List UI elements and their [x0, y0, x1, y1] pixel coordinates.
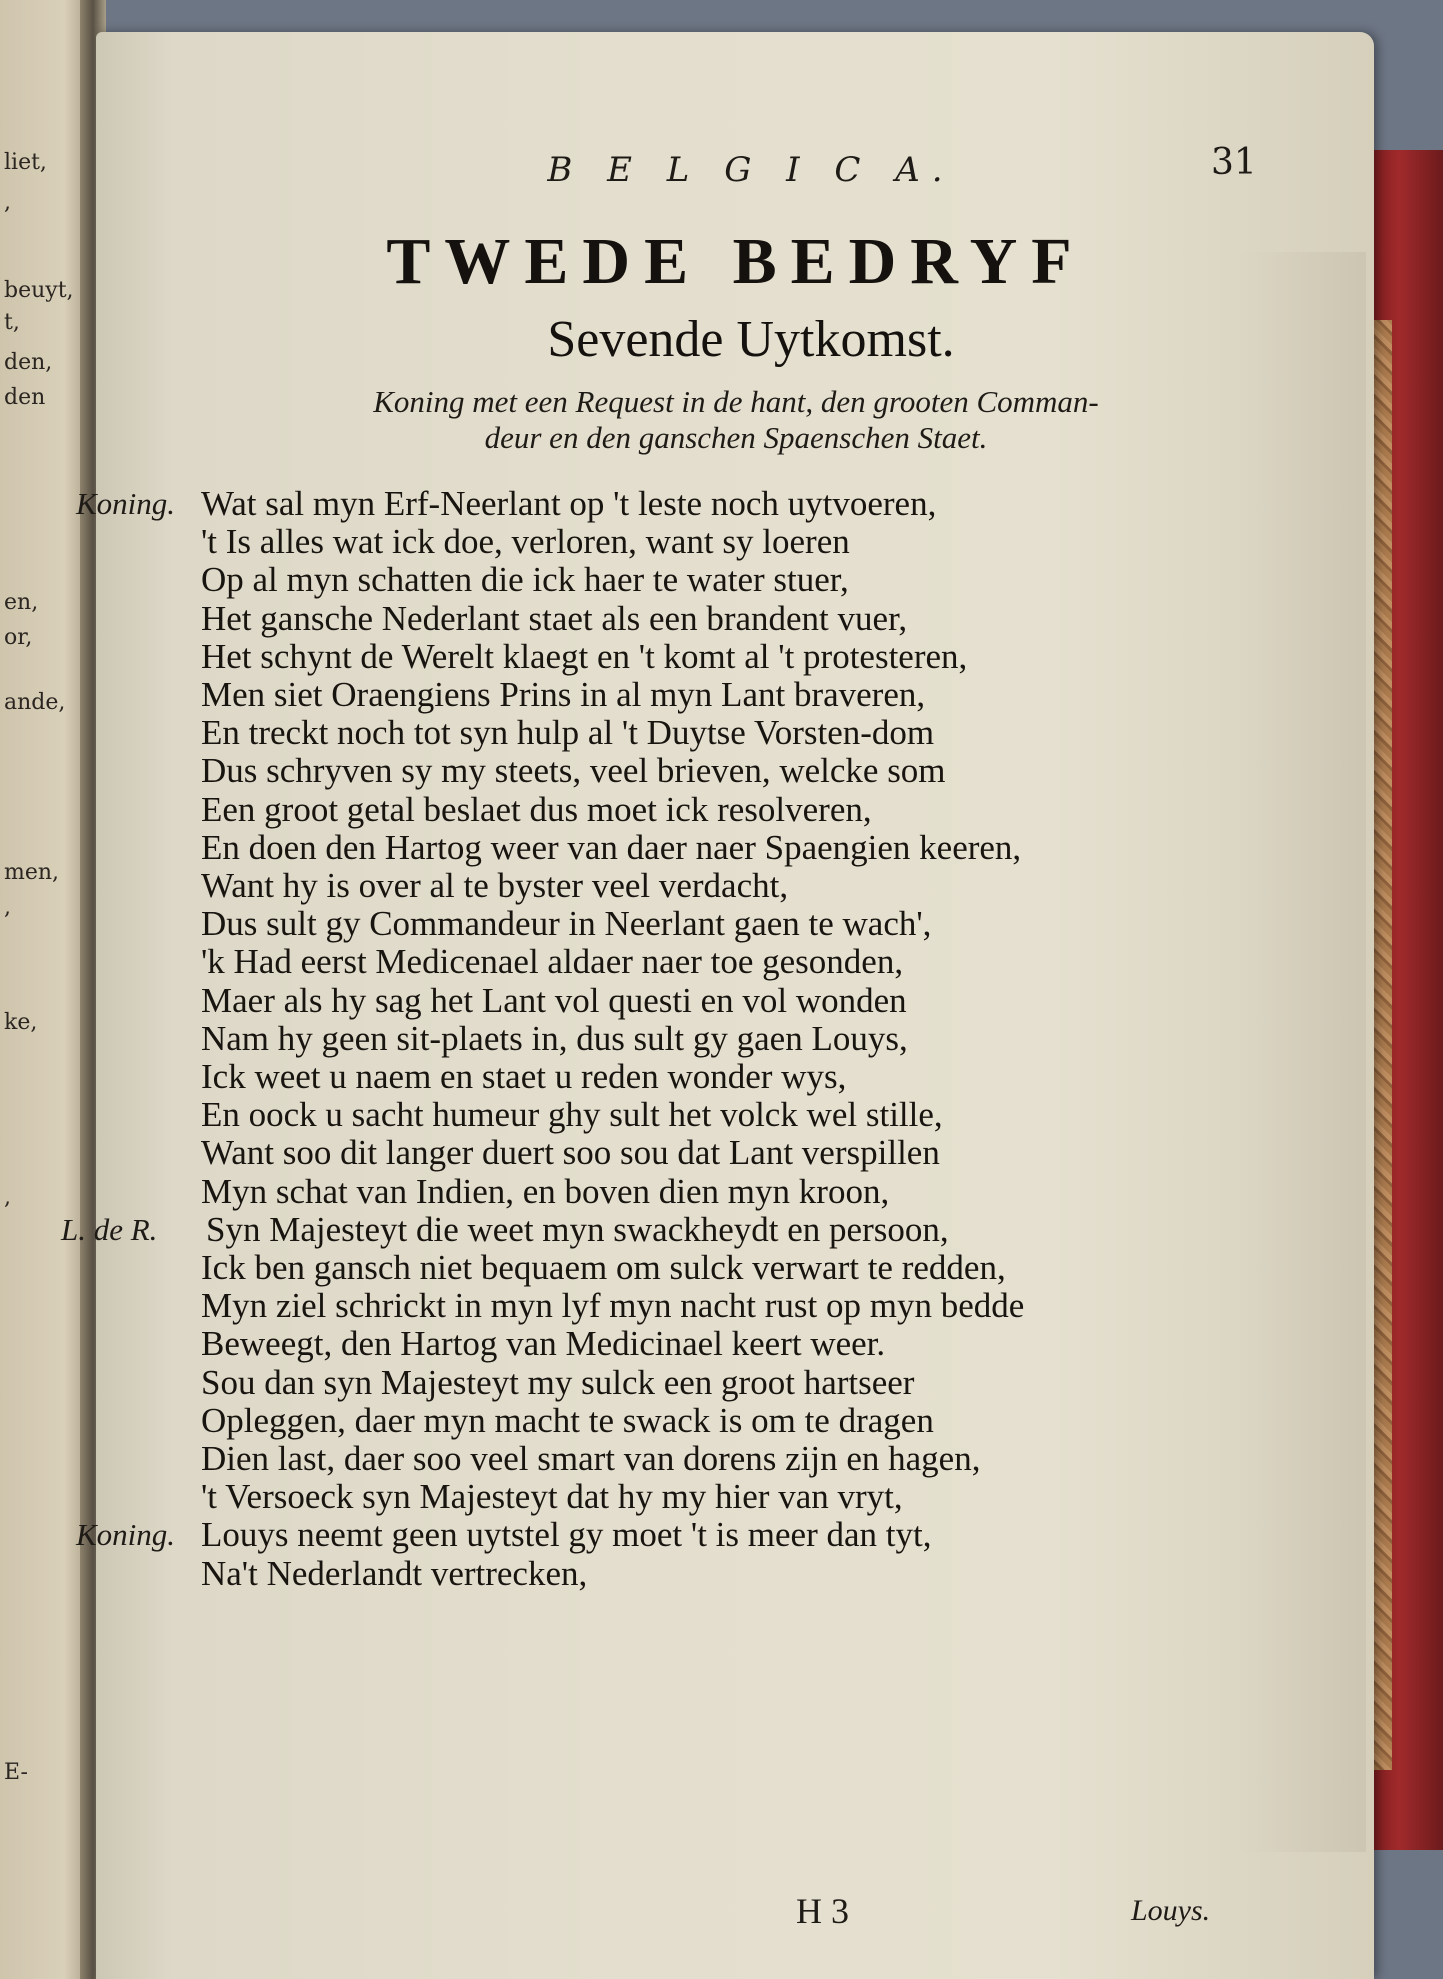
verse-text: Dus schryven sy my steets, veel brieven, welcke som	[201, 751, 946, 791]
verse-text: Wat sal myn Erf-Neerlant op 't leste noch uytvoeren,	[201, 484, 937, 523]
facing-page-fragment: en,	[4, 590, 39, 615]
verse-text: En treckt noch tot syn hulp al 't Duytse Vorsten-dom	[201, 713, 935, 753]
verse-text: Het gansche Nederlant staet als een brandent vuer,	[201, 598, 908, 638]
verse-text: Maer als hy sag het Lant vol questi en vol wonden	[201, 980, 907, 1020]
facing-page-fragment: t,	[4, 310, 20, 335]
act-title: TWEDE BEDRYF	[386, 225, 1086, 298]
verse-line	[96, 751, 1374, 793]
verse-line	[96, 828, 1374, 870]
verse-line	[61, 1209, 1374, 1252]
verse-text: Myn schat van Indien, en boven dien myn kroon,	[201, 1171, 890, 1211]
verse-text: 'k Had eerst Medicenael aldaer naer toe gesonden,	[201, 942, 904, 982]
facing-page-fragment: ,	[4, 1185, 11, 1210]
stage-direction-line: deur en den ganschen Spaenschen Staet.	[484, 420, 988, 455]
verse-line	[96, 560, 1374, 602]
verse-text: Myn ziel schrickt in myn lyf myn nacht rust op myn bedde	[201, 1286, 1025, 1326]
verse-line	[96, 713, 1374, 755]
verse-line	[96, 1324, 1374, 1366]
verse-line	[96, 1554, 1374, 1596]
facing-page-fragment: den,	[4, 350, 53, 375]
verse-line	[96, 942, 1374, 984]
verse-line	[96, 866, 1374, 908]
signature-mark: H 3	[796, 1891, 849, 1931]
verse-line	[96, 904, 1374, 946]
verse-text: Men siet Oraengiens Prins in al myn Lant braveren,	[201, 675, 926, 714]
verse-line	[96, 1401, 1374, 1443]
stage-direction-line: Koning met een Request in de hant, den grooten Comman-	[373, 384, 1099, 419]
verse-line	[96, 1363, 1374, 1405]
verse-text: Na't Nederlandt vertrecken,	[201, 1553, 588, 1593]
verse-text: Louys neemt geen uytstel gy moet 't is meer dan tyt,	[201, 1515, 932, 1555]
verse-line	[76, 484, 1374, 526]
verse-text: Beweegt, den Hartog van Medicinael keert weer.	[201, 1324, 886, 1364]
facing-page-fragment: liet,	[4, 150, 47, 175]
verse-text: 't Versoeck syn Majesteyt dat hy my hier van vryt,	[201, 1477, 903, 1517]
facing-page-fragment: or,	[4, 625, 33, 650]
speaker-label: L. de R.	[61, 1211, 158, 1247]
verse-text: Opleggen, daer myn macht te swack is om te dragen	[201, 1400, 934, 1440]
verse-line	[76, 1515, 1374, 1557]
verse-text: Een groot getal beslaet dus moet ick resolveren,	[201, 789, 872, 829]
verse-text: Op al myn schatten die ick haer te water stuer,	[201, 560, 849, 600]
verse-line	[96, 1019, 1374, 1061]
verse-text: Syn Majesteyt die weet myn swackheydt en persoon,	[206, 1209, 949, 1249]
verse-line	[96, 1477, 1374, 1519]
verse-line	[96, 1133, 1374, 1175]
facing-page-fragment: ,	[4, 895, 11, 920]
verse-line	[96, 675, 1374, 717]
verse-line	[96, 1286, 1374, 1328]
verse-text: 't Is alles wat ick doe, verloren, want sy loeren	[201, 522, 850, 562]
verse-line	[96, 1439, 1374, 1481]
verse-text: Want soo dit langer duert soo sou dat Lant verspillen	[201, 1133, 940, 1173]
facing-page-fragment: beuyt,	[4, 278, 74, 303]
verse-text: Ick weet u naem en staet u reden wonder wys,	[201, 1057, 847, 1096]
verse-line	[96, 981, 1374, 1023]
page-number: 31	[1211, 142, 1257, 183]
verse-line	[96, 1057, 1374, 1099]
facing-page-fragment: den	[4, 385, 46, 410]
verse-text: En oock u sacht humeur ghy sult het volck wel stille,	[201, 1095, 943, 1135]
verse-text: Dien last, daer soo veel smart van dorens zijn en hagen,	[201, 1439, 981, 1478]
running-head: B E L G I C A.	[547, 150, 955, 190]
verse-line	[96, 1248, 1374, 1290]
verse-line	[96, 637, 1374, 679]
facing-page-fragment: ke,	[4, 1010, 38, 1035]
speaker-label: Koning.	[76, 486, 176, 521]
facing-page-fragment: ande,	[4, 690, 66, 715]
verse-text: Ick ben gansch niet bequaem om sulck verwart te redden,	[201, 1248, 1006, 1287]
book-page	[61, 32, 1374, 1979]
verse-text: Nam hy geen sit-plaets in, dus sult gy gaen Louys,	[201, 1018, 908, 1058]
verse-text: Want hy is over al te byster veel verdacht,	[201, 866, 789, 905]
verse-line	[96, 790, 1374, 832]
verse-line	[96, 599, 1374, 641]
verse-line	[96, 1095, 1374, 1137]
speaker-label: Koning.	[76, 1517, 176, 1553]
verse-text: Sou dan syn Majesteyt my sulck een groot hartseer	[201, 1362, 915, 1402]
verse-text: Dus sult gy Commandeur in Neerlant gaen te wach',	[201, 904, 932, 944]
facing-page-fragment: E-	[4, 1760, 28, 1785]
verse-line	[96, 1172, 1374, 1214]
facing-page-fragment: men,	[4, 860, 60, 885]
verse-text: Het schynt de Werelt klaegt en 't komt al 't protesteren,	[201, 636, 968, 676]
verse-text: En doen den Hartog weer van daer naer Spaengien keeren,	[201, 827, 1022, 867]
facing-page-fragment: ,	[4, 190, 11, 215]
catchword: Louys.	[1131, 1894, 1211, 1927]
scene-title: Sevende Uytkomst.	[547, 311, 955, 368]
verse-line	[96, 522, 1374, 564]
